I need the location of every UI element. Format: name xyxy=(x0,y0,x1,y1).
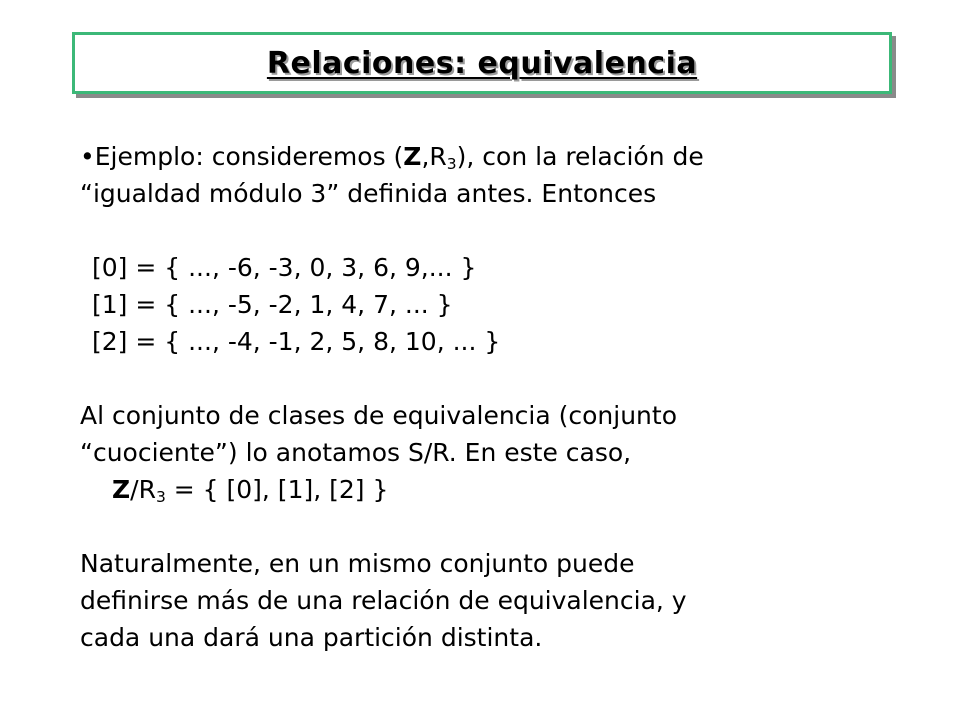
intro-text-a: Ejemplo: consideremos ( xyxy=(94,142,404,171)
quotient-formula xyxy=(80,471,900,508)
spacer xyxy=(80,508,900,545)
slide-content xyxy=(80,138,900,656)
set-z-symbol: Z xyxy=(112,475,131,504)
title-box xyxy=(72,32,892,94)
quotient-line-2: “cuociente”) lo anotamos S/R. En este caso, xyxy=(80,438,632,467)
relation-subscript: 3 xyxy=(446,154,457,173)
spacer xyxy=(80,360,900,397)
closing-line-3: cada una dará una partición distinta. xyxy=(80,623,543,652)
class-2-line: [2] = { ..., -4, -1, 2, 5, 8, 10, ... } xyxy=(92,327,501,356)
intro-text-b: ), con la relación de xyxy=(456,142,704,171)
relation-subscript: 3 xyxy=(155,487,166,506)
intro-line-1 xyxy=(80,138,900,175)
bullet: • xyxy=(80,142,95,171)
closing-line-2: definirse más de una relación de equivalencia, y xyxy=(80,586,687,615)
quotient-set: = { [0], [1], [2] } xyxy=(165,475,389,504)
intro-line-2: “igualdad módulo 3” definida antes. Entonces xyxy=(80,179,657,208)
relation-r: ,R xyxy=(421,142,447,171)
set-z-symbol: Z xyxy=(403,142,422,171)
slide-title: Relaciones: equivalencia xyxy=(266,45,698,81)
closing-line-1: Naturalmente, en un mismo conjunto puede xyxy=(80,549,635,578)
class-0-line: [0] = { ..., -6, -3, 0, 3, 6, 9,... } xyxy=(92,253,477,282)
quotient-line-1: Al conjunto de clases de equivalencia (conjunto xyxy=(80,401,677,430)
slash-r: /R xyxy=(130,475,156,504)
spacer xyxy=(80,212,900,249)
class-1-line: [1] = { ..., -5, -2, 1, 4, 7, ... } xyxy=(92,290,453,319)
